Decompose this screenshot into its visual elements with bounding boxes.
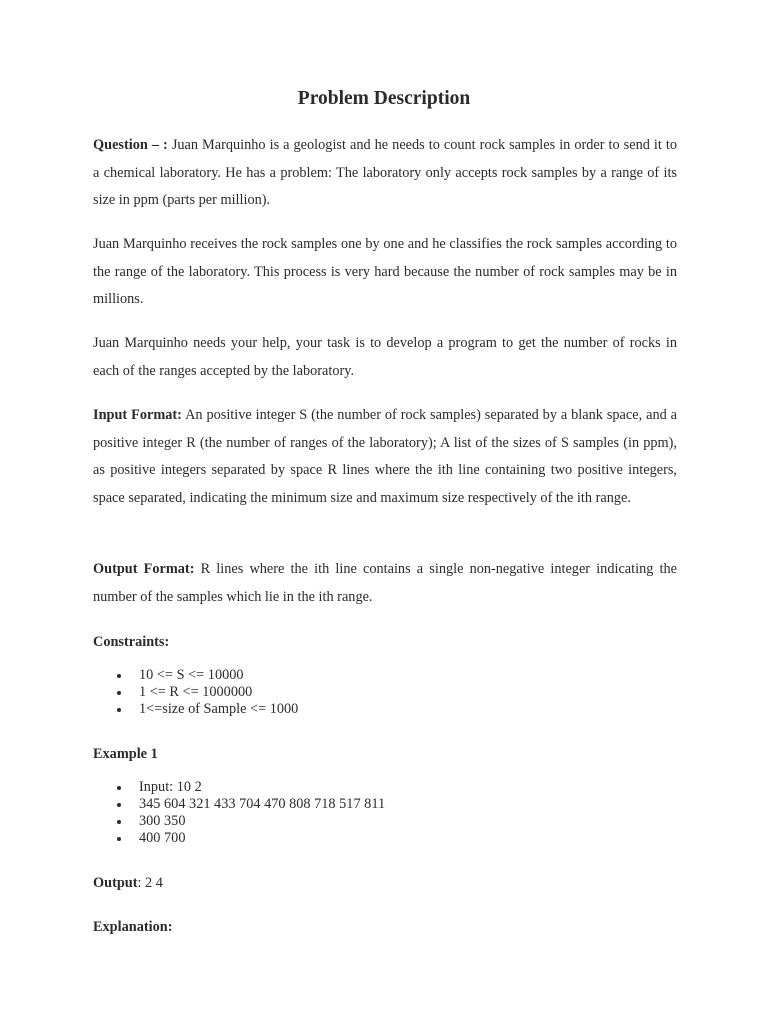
list-item: 300 350 (93, 813, 385, 830)
paragraph-task: Juan Marquinho needs your help, your task is to develop a program to get the number of rocks in each of the ranges accepted by the laboratory. (93, 335, 677, 379)
question-label: Question – : (93, 137, 168, 153)
example1-heading: Example 1 (93, 746, 158, 762)
list-item: 1<=size of Sample <= 1000 (93, 701, 298, 718)
question-text: Juan Marquinho is a geologist and he needs to count rock samples in order to send it to a chemical laboratory. He has a problem: The laboratory only accepts rock samples by a range of its size in ppm (parts per million). (93, 137, 678, 209)
output-line (93, 873, 163, 893)
bullet-icon (117, 820, 121, 824)
list-item: 400 700 (93, 830, 385, 847)
bullet-icon (117, 786, 121, 790)
list-item: 1 <= R <= 1000000 (93, 684, 298, 701)
list-item: Input: 10 2 (93, 779, 385, 796)
question-paragraph (93, 132, 677, 215)
output-format-text: R lines where the ith line contains a single non-negative integer indicating the number of the samples which lie in the ith range. (93, 561, 677, 605)
input-format-text: An positive integer S (the number of rock samples) separated by a blank space, and a positive integer R (the number of ranges of the laboratory); A list of the sizes of S samples (in ppm), as positive integers separated by space R lines where the ith line containing two positive integers, space separated, indicating the minimum size and maximum size respectively of the ith range. (93, 407, 678, 506)
output-format-label: Output Format: (93, 561, 195, 577)
bullet-icon (117, 837, 121, 841)
explanation-heading: Explanation: (93, 919, 173, 935)
paragraph-classification: Juan Marquinho receives the rock samples one by one and he classifies the rock samples according to the range of the laboratory. This process is very hard because the number of rock samples may be in millions. (93, 236, 677, 308)
constraints-list (93, 667, 298, 718)
bullet-icon (117, 691, 121, 695)
page-title: Problem Description (297, 88, 471, 109)
list-item: 345 604 321 433 704 470 808 718 517 811 (93, 796, 385, 813)
output-label: Output (93, 875, 138, 891)
bullet-icon (117, 708, 121, 712)
output-format-paragraph (93, 556, 677, 611)
input-format-paragraph (93, 402, 677, 512)
constraints-heading: Constraints: (93, 634, 170, 650)
bullet-icon (117, 803, 121, 807)
example1-list (93, 779, 385, 847)
bullet-icon (117, 674, 121, 678)
list-item: 10 <= S <= 10000 (93, 667, 298, 684)
output-value: : 2 4 (137, 875, 163, 891)
input-format-label: Input Format: (93, 407, 182, 423)
